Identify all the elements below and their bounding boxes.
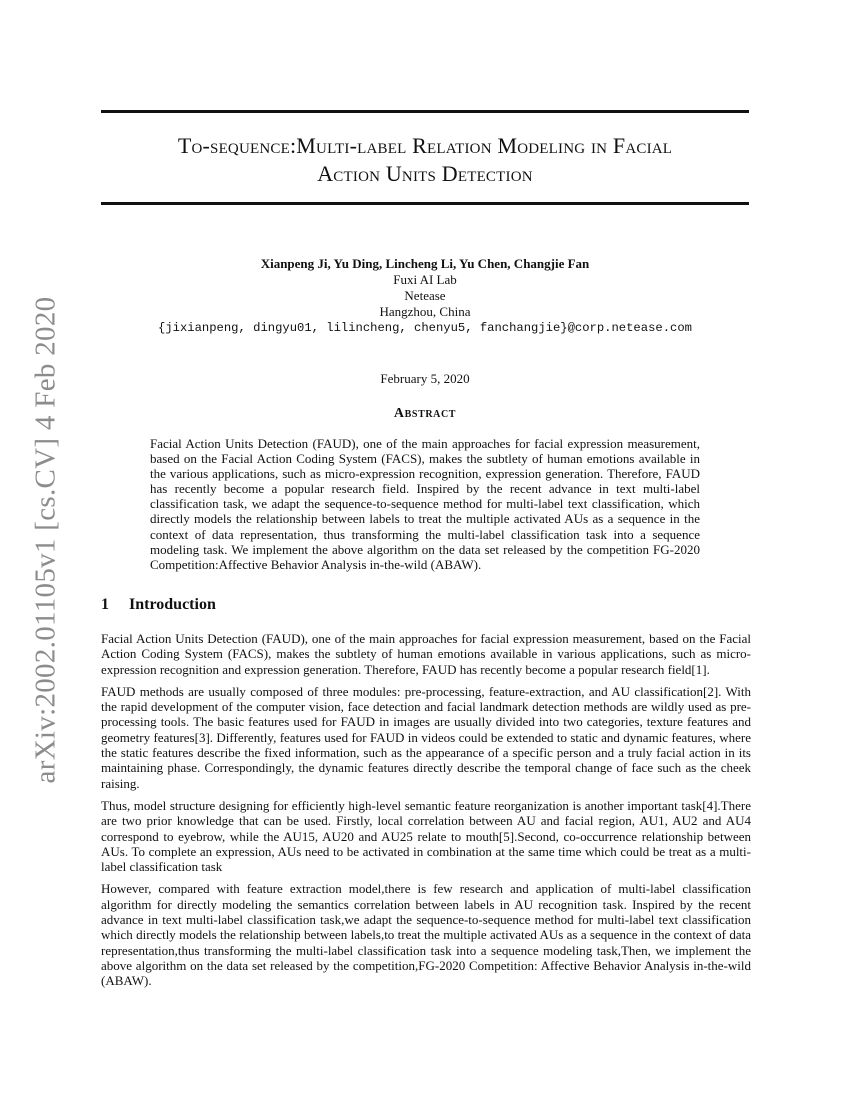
affiliation-company: Netease xyxy=(404,288,446,303)
intro-paragraph-4: However, compared with feature extraction model,there is few research and application of multi-label classification algorithm for directly modeling the semantics correlation between labels in AU recognition task. Inspired by the recent advance in text multi-label classification task,we adapt the sequence-to-sequence method for multi-label text classification which directly models the relationship between labels,to treat the multiple activated AUs as a sequence in the context of data representation,thus transforming the multi-label classification task into a sequence modeling task,Then, we implement the above algorithm on the data set released by the competition,FG-2020 Competition: Affective Behavior Analysis in-the-wild (ABAW). xyxy=(101,881,751,989)
paper-title xyxy=(101,132,749,188)
intro-paragraph-1: Facial Action Units Detection (FAUD), one of the main approaches for facial expression measurement, based on the Facial Action Coding System (FACS), makes the subtlety of human emotions available in various applications, such as micro-expression recognition and expression generation. Therefore, FAUD has recently become a popular research field[1]. xyxy=(101,631,751,677)
arxiv-identifier-stamp: arXiv:2002.01105v1 [cs.CV] 4 Feb 2020 xyxy=(29,296,62,784)
author-emails: {jixianpeng, dingyu01, lilincheng, chenyu5, fanchangjie}@corp.netease.com xyxy=(158,321,692,335)
affiliation-location: Hangzhou, China xyxy=(379,304,471,319)
affiliation-lab: Fuxi AI Lab xyxy=(393,272,457,287)
publication-date: February 5, 2020 xyxy=(380,371,470,386)
abstract-heading: Abstract xyxy=(393,406,457,421)
author-names: Xianpeng Ji, Yu Ding, Lincheng Li, Yu Chen, Changjie Fan xyxy=(260,256,590,271)
author-block xyxy=(101,256,749,336)
intro-paragraph-2: FAUD methods are usually composed of three modules: pre-processing, feature-extraction, and AU classification[2]. With the rapid development of the computer vision, face detection and facial landmark detection methods are wildly used as pre-processing tools. The basic features used for FAUD in images are usually divided into two categories, texture features and geometry features[3]. Differently, features used for FAUD in videos could be extended to static and dynamic features, where the static features describe the fixed information, such as the appearance of a specific person and a truly facial action in its maintaining phase. Correspondingly, the dynamic features directly describe the temporal change of face such as the cheek raising. xyxy=(101,683,751,791)
title-line-1: To-sequence:Multi-label Relation Modeling in Facial xyxy=(177,133,673,158)
section-number: 1 xyxy=(101,596,109,613)
section-title: Introduction xyxy=(129,596,216,613)
title-top-rule xyxy=(101,110,749,113)
title-line-2: Action Units Detection xyxy=(317,161,533,186)
intro-paragraph-3: Thus, model structure designing for efficiently high-level semantic feature reorganization is another important task[4].There are two prior knowledge that can be used. Firstly, local correlation between AU and facial region, AU1, AU2 and AU4 correspond to eyebrow, while the AU15, AU20 and AU25 relate to mouth[5].Second, co-occurrence relationship between AUs. To complete an expression, AUs need to be activated in combination at the same time which could be treat as a multi-label classification task xyxy=(101,797,751,875)
section-heading-introduction xyxy=(101,596,216,614)
introduction-body xyxy=(101,631,751,996)
abstract-text: Facial Action Units Detection (FAUD), one of the main approaches for facial expression measurement, based on the Facial Action Coding System (FACS), makes the subtlety of human emotions available in the various applications, such as micro-expression recognition, expression generation. Therefore, FAUD has recently become a popular research field. Inspired by the recent advance in text multi-label classification task, we adapt the sequence-to-sequence method for multi-label text classification, which directly models the relationship between labels to treat the multiple activated AUs as a sequence in the context of data representation, thus transforming the multi-label classification task into a sequence modeling task. We implement the above algorithm on the data set released by the competition FG-2020 Competition:Affective Behavior Analysis in-the-wild (ABAW). xyxy=(150,436,700,572)
title-bottom-rule xyxy=(101,202,749,205)
